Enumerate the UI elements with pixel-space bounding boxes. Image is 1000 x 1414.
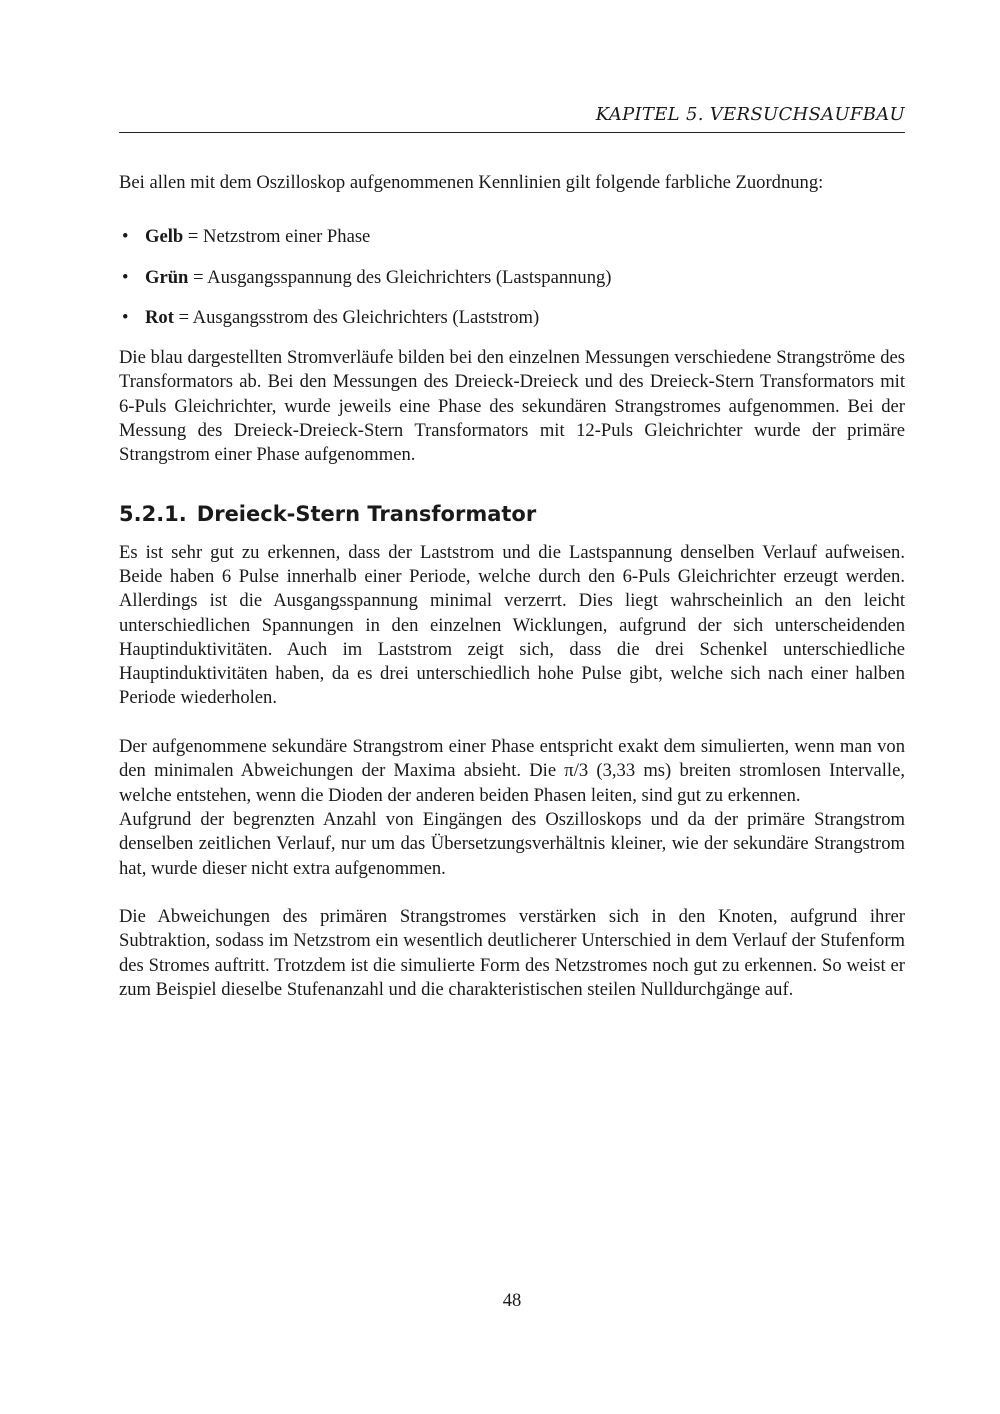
section-heading [119,501,905,527]
color-label: Rot [145,306,174,328]
color-label: Grün [145,266,189,288]
color-description: = Ausgangsstrom des Gleichrichters (Laststrom) [178,306,540,328]
bullet-icon: • [122,226,129,248]
measurement-paragraph: Die blau dargestellten Stromverläufe bilden bei den einzelnen Messungen verschiedene Strangströme des Transformators ab. Bei den Messungen des Dreieck-Dreieck und des Dreieck-Stern Transformators mit 6-Puls Gleichrichter, wurde jeweils eine Phase des sekundären Strangstromes aufgenommen. Bei der Messung des Dreieck-Dreieck-Stern Transformators mit 12-Puls Gleichrichter wurde der primäre Strangstrom einer Phase aufgenommen. [119,347,905,466]
intro-paragraph: Bei allen mit dem Oszilloskop aufgenommenen Kennlinien gilt folgende farbliche Zuordnung: [119,172,824,193]
paragraph-primary-current: Aufgrund der begrenzten Anzahl von Eingängen des Oszilloskops und da der primäre Strangstrom denselben zeitlichen Verlauf, nur um das Übersetzungsverhältnis kleiner, wie der sekundäre Strangstrom hat, wurde dieser nicht extra aufgenommen. [119,808,905,879]
paragraph-load-current: Es ist sehr gut zu erkennen, dass der Laststrom und die Lastspannung denselben Verlauf aufweisen. Beide haben 6 Pulse innerhalb einer Periode, welche durch den 6-Puls Gleichrichter erzeugt werden. Allerdings ist die Ausgangsspannung minimal verzerrt. Dies liegt wahrscheinlich an den leicht unterschiedlichen Spannungen in den einzelnen Wicklungen, aufgrund der sich unterscheidenden Hauptinduktivitäten. Auch im Laststrom zeigt sich, dass die drei Schenkel unterschiedliche Hauptinduktivitäten haben, da es drei unterschiedlich hohe Pulse gibt, welche sich nach einer halben Periode wiederholen. [119,541,905,709]
list-item-gruen [122,266,905,290]
bullet-icon: • [122,266,129,288]
list-item-rot [122,306,905,330]
color-description: = Ausgangsspannung des Gleichrichters (Lastspannung) [193,266,612,288]
paragraph-line-current: Die Abweichungen des primären Strangstromes verstärken sich in den Knoten, aufgrund ihrer Subtraktion, sodass im Netzstrom ein wesentlich deutlicherer Unterschied in dem Verlauf der Stufenform des Stromes auftritt. Trotzdem ist die simulierte Form des Netzstromes noch gut zu erkennen. So weist er zum Beispiel dieselbe Stufenanzahl und die charakteristischen steilen Nulldurchgänge auf. [119,906,905,1001]
paragraph-secondary-current: Der aufgenommene sekundäre Strangstrom einer Phase entspricht exakt dem simulierten, wenn man von den minimalen Abweichungen der Maxima absieht. Die π/3 (3,33 ms) breiten stromlosen Intervalle, welche entstehen, wenn die Dioden der anderen beiden Phasen leiten, sind gut zu erkennen. [119,736,905,806]
section-title: Dreieck-Stern Transformator [196,501,537,526]
bullet-icon: • [122,306,129,328]
body-text [119,171,905,1002]
color-description: = Netzstrom einer Phase [187,226,371,248]
color-label: Gelb [145,226,184,248]
running-header: KAPITEL 5. VERSUCHSAUFBAU [595,104,905,125]
section-number: 5.2.1. [119,501,187,526]
color-mapping-list [119,225,905,330]
page-number: 48 [502,1290,522,1311]
header-rule [119,132,905,133]
list-item-gelb [122,225,905,249]
